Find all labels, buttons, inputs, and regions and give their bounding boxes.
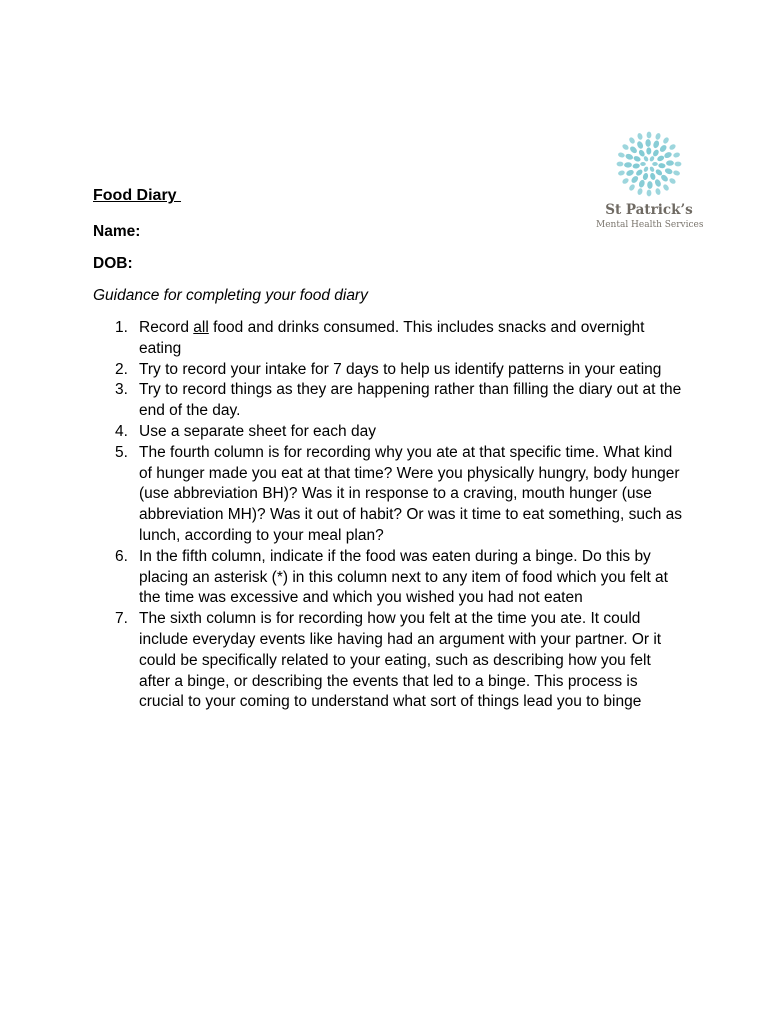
logo-petal	[656, 155, 665, 163]
item-text: The sixth column is for recording how you felt at the time you ate. It could include everyday events like having had an argument with your partner. Or it could be specifically related to your eating, such as describing how you felt after a binge, or describing the events that led to a binge. This process is crucial to your coming to understand what sort of things lead you to binge	[139, 610, 662, 711]
list-item	[93, 422, 683, 443]
logo-petal	[621, 143, 629, 151]
logo-petal	[643, 166, 649, 173]
flower-logo-icon	[614, 128, 684, 200]
logo-petal	[628, 136, 636, 144]
list-item	[93, 360, 683, 381]
item-text: Try to record things as they are happening rather than filling the diary out at the end of the day.	[139, 381, 682, 420]
dob-label: DOB:	[93, 255, 133, 272]
logo-petal	[621, 177, 629, 185]
logo-petal	[666, 160, 674, 166]
logo-petal	[673, 170, 681, 177]
item-text: Use a separate sheet for each day	[139, 422, 376, 440]
logo-subtitle: Mental Health Services	[596, 220, 704, 230]
logo-petal	[642, 172, 649, 180]
logo-petal	[636, 140, 644, 149]
logo-petal	[638, 179, 646, 188]
document-title: Food Diary	[93, 187, 182, 204]
logo-petal	[649, 166, 655, 173]
logo-petal	[649, 172, 656, 180]
item-number: 7.	[115, 610, 128, 628]
logo-petal	[659, 144, 668, 153]
list-item	[93, 609, 683, 713]
logo-petal	[655, 188, 662, 196]
logo-name: St Patrick’s	[605, 202, 693, 218]
logo-petal	[652, 140, 660, 149]
guidance-list	[93, 318, 683, 713]
item-number: 3.	[115, 381, 128, 399]
logo-petal	[625, 153, 634, 161]
logo-petal	[647, 190, 652, 197]
logo-petal	[649, 155, 655, 162]
item-text-prefix: Record	[139, 319, 194, 336]
logo-petal	[668, 177, 676, 185]
logo-petal	[624, 162, 632, 168]
logo-petal	[635, 168, 644, 177]
logo-petal	[632, 163, 640, 169]
logo-petal	[668, 143, 676, 151]
logo-petal	[675, 162, 682, 167]
logo-petal	[658, 163, 666, 169]
logo-petal	[625, 169, 634, 177]
logo-petal	[640, 162, 646, 166]
logo-petal	[647, 181, 653, 189]
logo-petal	[637, 132, 644, 140]
item-number: 4.	[115, 422, 128, 440]
logo-petal	[633, 155, 642, 162]
logo-petal	[647, 132, 652, 139]
logo-petal	[655, 132, 662, 140]
name-label: Name:	[93, 223, 141, 240]
list-item	[93, 380, 683, 422]
list-item	[93, 318, 683, 360]
item-number: 2.	[115, 360, 128, 378]
item-number: 1.	[115, 319, 128, 336]
logo-petal	[617, 170, 625, 177]
guidance-heading: Guidance for completing your food diary	[93, 287, 368, 304]
logo-petal	[637, 188, 644, 196]
logo-petal	[662, 183, 670, 191]
item-text: food and drinks consumed. This includes snacks and overnight eating	[139, 319, 645, 357]
logo-petal	[645, 139, 651, 147]
item-underlined-word: all	[193, 319, 209, 336]
item-text: The fourth column is for recording why you ate at that specific time. What kind of hunger made you eat at that time? Were you physically hungry, body hunger (use abbreviation BH)? Was it in response to a craving, mouth hunger (use abbreviation MH)? Was it out of habit? Or was it time to eat something, such as lunch, according to your meal plan?	[139, 443, 683, 544]
logo-petal	[654, 178, 662, 187]
item-text: In the fifth column, indicate if the food was eaten during a binge. Do this by placing an asterisk (*) in this column next to any item of food which you felt at the time was excessive and which you wished you had not eaten	[139, 547, 668, 607]
item-text: Try to record your intake for 7 days to help us identify patterns in your eating	[139, 360, 662, 378]
logo-petal	[646, 147, 651, 154]
list-item	[93, 443, 683, 547]
logo-petal	[628, 183, 636, 191]
st-patricks-logo	[596, 128, 706, 234]
logo-petal	[630, 175, 639, 184]
logo-center	[647, 162, 651, 166]
logo-petal	[673, 152, 681, 159]
logo-petal	[663, 151, 672, 159]
logo-petal	[617, 162, 624, 167]
list-item	[93, 547, 683, 609]
logo-petal	[638, 149, 646, 158]
item-number: 6.	[115, 547, 128, 565]
logo-petal	[662, 136, 670, 144]
logo-petal	[643, 155, 649, 162]
logo-petal	[664, 167, 673, 175]
logo-petal	[652, 149, 660, 158]
logo-petal	[629, 145, 638, 154]
logo-petal	[652, 162, 658, 166]
item-number: 5.	[115, 443, 128, 461]
logo-petal	[617, 152, 625, 159]
